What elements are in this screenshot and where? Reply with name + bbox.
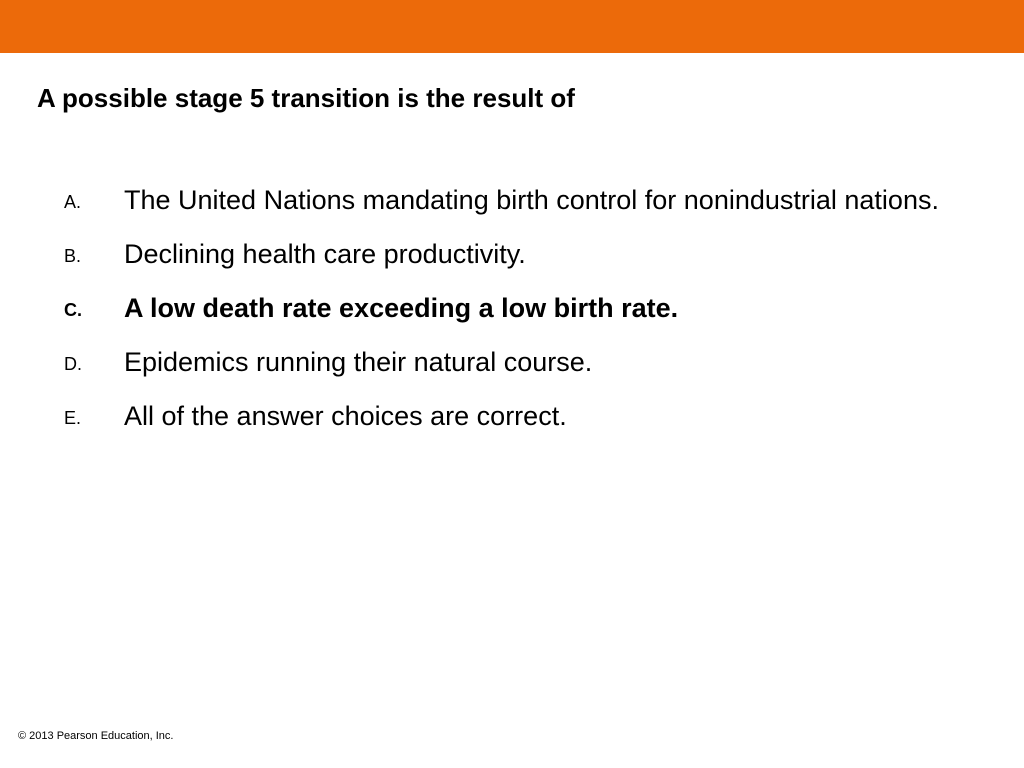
answer-letter: E. [64, 408, 82, 428]
copyright-notice: © 2013 Pearson Education, Inc. [18, 730, 174, 742]
answer-text: Declining health care productivity. [124, 239, 526, 269]
answer-text: Epidemics running their natural course. [124, 347, 593, 377]
answer-letter: D. [64, 354, 82, 374]
answer-letter: A. [64, 192, 82, 212]
header-accent-bar [0, 0, 1024, 53]
answer-text: The United Nations mandating birth control for nonindustrial nations. [124, 185, 939, 215]
question-title: A possible stage 5 transition is the result of [37, 83, 575, 113]
answer-text: All of the answer choices are correct. [124, 401, 567, 431]
answer-option-d [0, 344, 1024, 380]
answer-text: A low death rate exceeding a low birth rate. [124, 293, 679, 323]
answer-letter: B. [64, 246, 82, 266]
answer-letter: C. [64, 300, 82, 320]
answer-list [0, 182, 1024, 452]
answer-option-c [0, 290, 1024, 326]
answer-option-b [0, 236, 1024, 272]
answer-option-a [0, 182, 1024, 218]
answer-option-e [0, 398, 1024, 434]
